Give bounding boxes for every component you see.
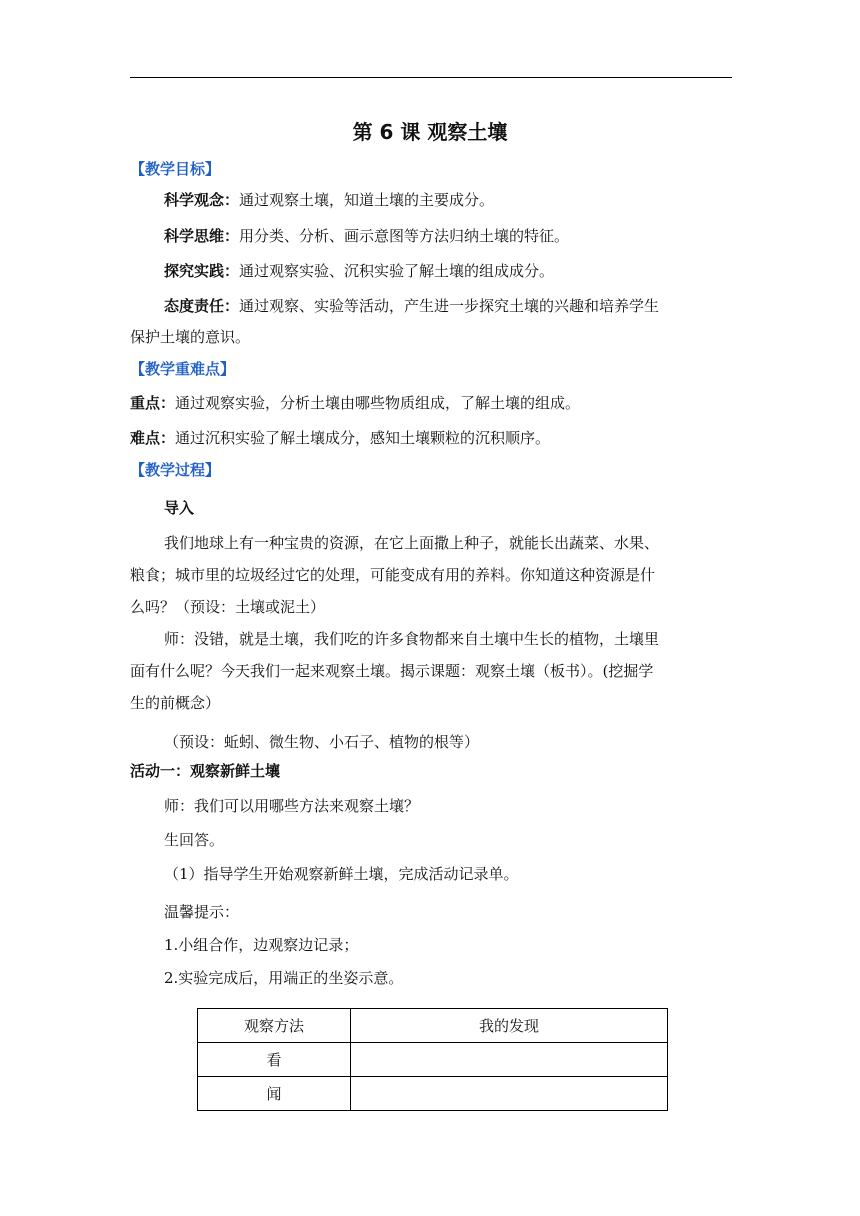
keypoint-label: 重点： (130, 394, 176, 412)
table-header-row (198, 1009, 668, 1043)
paragraph-line: 师：没错，就是土壤，我们吃的许多食物都来自土壤中生长的植物，土壤里 (164, 630, 660, 648)
activity-heading: 活动一：观察新鲜土壤 (130, 762, 281, 780)
objective-label: 探究实践： (164, 262, 240, 280)
objective-text: 用分类、分析、画示意图等方法归纳土壤的特征。 (239, 227, 570, 245)
observation-record-table (197, 1008, 668, 1111)
activity-line: 师：我们可以用哪些方法来观察土壤？ (164, 797, 420, 815)
table-cell-finding[interactable] (351, 1043, 668, 1077)
table-row (198, 1077, 668, 1111)
paragraph-line: 么吗？（预设：土壤或泥土） (130, 598, 326, 616)
keypoint-item (130, 428, 550, 448)
page-title: 第 6 课 观察土壤 (352, 120, 508, 144)
paragraph-line: 生的前概念） (130, 694, 221, 712)
objective-item (164, 226, 569, 246)
objective-item (164, 296, 659, 316)
activity-line: 温馨提示： (164, 903, 240, 921)
objective-label: 科学思维： (164, 227, 240, 245)
table-cell-finding[interactable] (351, 1077, 668, 1111)
objective-item (164, 190, 494, 210)
section-heading-process: 【教学过程】 (130, 461, 221, 479)
objective-label: 科学观念： (164, 191, 240, 209)
objective-label: 态度责任： (164, 297, 240, 315)
keypoint-label: 难点： (130, 429, 176, 447)
table-header-cell: 我的发现 (351, 1009, 668, 1043)
paragraph-line: 粮食；城市里的垃圾经过它的处理，可能变成有用的养料。你知道这种资源是什 (130, 566, 656, 584)
table-cell-method: 闻 (198, 1077, 351, 1111)
table-header-cell: 观察方法 (198, 1009, 351, 1043)
activity-line: 2.实验完成后，用端正的坐姿示意。 (164, 969, 404, 987)
section-heading-objectives: 【教学目标】 (130, 160, 221, 178)
objective-text: 通过观察、实验等活动，产生进一步探究土壤的兴趣和培养学生 (239, 297, 660, 315)
paragraph-line: 面有什么呢？今天我们一起来观察土壤。揭示课题：观察土壤（板书）。(挖掘学 (130, 662, 654, 680)
keypoint-text: 通过观察实验，分析土壤由哪些物质组成，了解土壤的组成。 (175, 394, 581, 412)
objective-item (164, 261, 554, 281)
section-heading-keypoints: 【教学重难点】 (130, 360, 236, 378)
objective-text: 通过观察土壤，知道土壤的主要成分。 (239, 191, 495, 209)
keypoint-text: 通过沉积实验了解土壤成分，感知土壤颗粒的沉积顺序。 (175, 429, 551, 447)
paragraph-line: 我们地球上有一种宝贵的资源，在它上面撒上种子，就能长出蔬菜、水果、 (164, 534, 660, 552)
paragraph-line: （预设：蚯蚓、微生物、小石子、植物的根等） (164, 733, 480, 751)
activity-line: 生回答。 (164, 831, 225, 849)
objective-text-continued: 保护土壤的意识。 (130, 328, 251, 346)
objective-text: 通过观察实验、沉积实验了解土壤的组成成分。 (239, 262, 555, 280)
intro-heading: 导入 (164, 499, 195, 517)
table-row (198, 1043, 668, 1077)
activity-line: （1）指导学生开始观察新鲜土壤，完成活动记录单。 (164, 865, 519, 883)
activity-line: 1.小组合作，边观察边记录； (164, 936, 359, 954)
header-rule (130, 77, 732, 78)
table-cell-method: 看 (198, 1043, 351, 1077)
keypoint-item (130, 393, 580, 413)
